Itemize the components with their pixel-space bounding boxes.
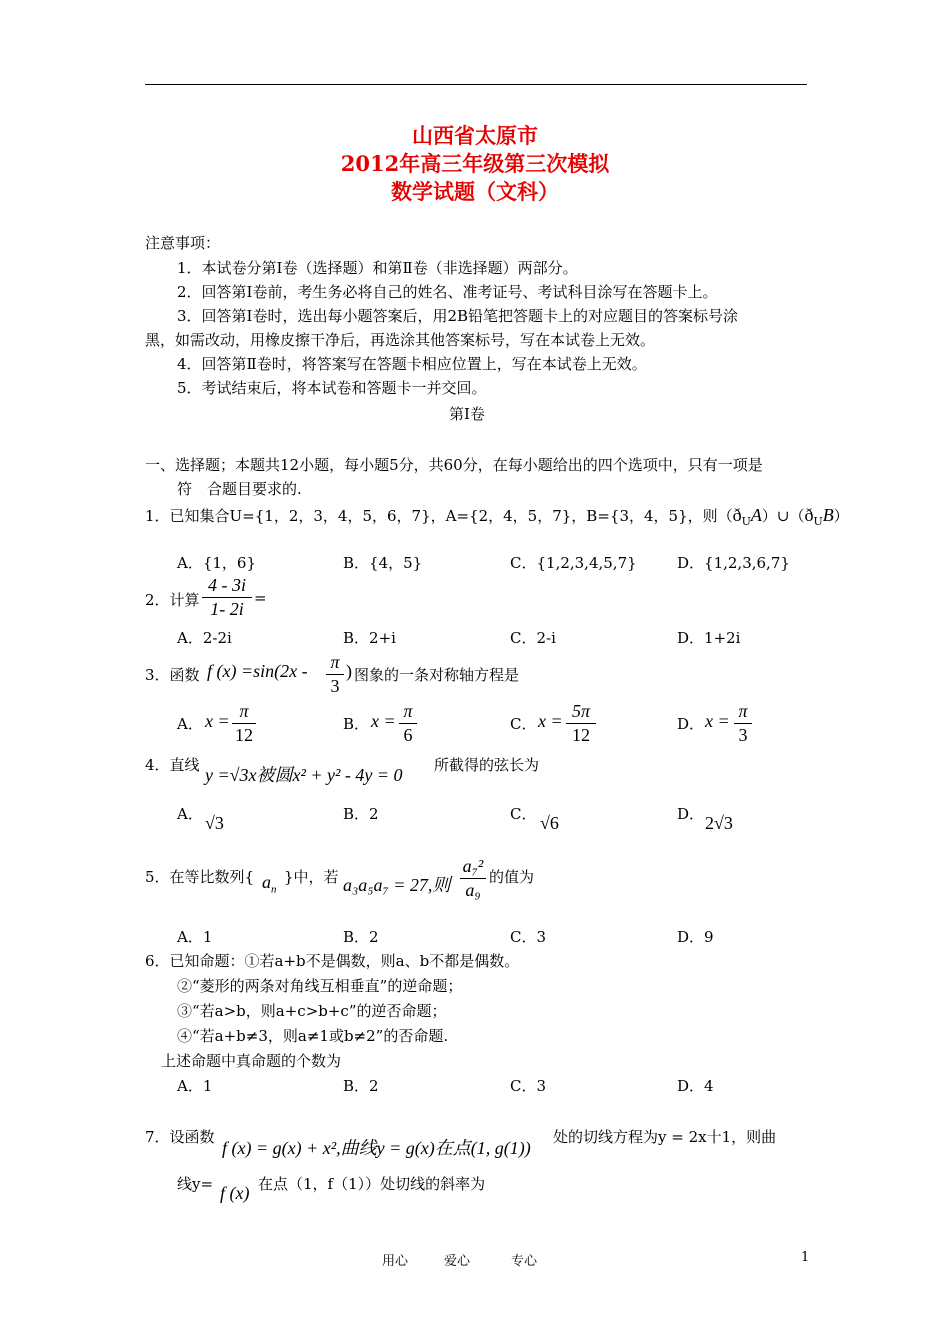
q3-option-d-den: 3 bbox=[738, 725, 748, 745]
q5-stem-text: 5．在等比数列{ bbox=[145, 868, 255, 886]
q7-fx: f (x) bbox=[220, 1183, 250, 1203]
q3-numerator: π bbox=[330, 652, 340, 672]
q5-seq-sub: n bbox=[271, 883, 277, 896]
q3-option-c-fraction bbox=[566, 701, 596, 746]
q4-stem: 4．直线 bbox=[145, 756, 200, 774]
volume-label: 第Ⅰ卷 bbox=[449, 405, 485, 423]
q1-var-b: B bbox=[822, 505, 834, 525]
q3-option-d-x: x = bbox=[705, 711, 730, 731]
q1-complement-b: ð bbox=[804, 505, 814, 525]
q2-option-a: A．2-2i bbox=[177, 629, 232, 647]
q2-fraction bbox=[202, 575, 252, 620]
q1-option-a: A．{1，6} bbox=[177, 554, 257, 572]
q6-option-b: B．2 bbox=[343, 1077, 379, 1095]
notice-item-4: 4．回答第Ⅱ卷时，将答案写在答题卡相应位置上，写在本试卷上无效。 bbox=[177, 355, 647, 373]
q2-equals: = bbox=[254, 589, 267, 607]
q3-option-a-label: A． bbox=[177, 715, 203, 733]
q7-tail: 处的切线方程为y = 2x十1，则曲 bbox=[553, 1128, 777, 1146]
title-line-1: 山西省太原市 bbox=[412, 123, 538, 148]
q4-option-d-value: 2√3 bbox=[705, 813, 733, 833]
q5-condition: a₃a₅a₇ = 27,则 bbox=[343, 875, 451, 895]
q3-fraction bbox=[326, 652, 344, 697]
notice-item-3a: 3．回答第Ⅰ卷时，选出每小题答案后，用2B铅笔把答题卡上的对应题目的答案标号涂 bbox=[177, 307, 739, 325]
q5-tail: 的值为 bbox=[489, 868, 535, 886]
q3-option-b-den: 6 bbox=[403, 725, 413, 745]
q2-numerator: 4 - 3i bbox=[208, 575, 246, 595]
q2-stem: 2．计算 bbox=[145, 591, 200, 609]
q3-option-a-num: π bbox=[239, 701, 249, 721]
title-line-2: 2012年高三年级第三次模拟 bbox=[340, 151, 610, 176]
q3-option-d-label: D． bbox=[677, 715, 705, 733]
q3-option-a-x: x = bbox=[205, 711, 230, 731]
section-line-1: 一、选择题；本题共12小题，每小题5分，共60分，在每小题给出的四个选项中，只有一项是 bbox=[145, 456, 763, 474]
title-line-3: 数学试题（文科） bbox=[391, 179, 559, 204]
q6-option-a: A．1 bbox=[177, 1077, 213, 1095]
q6-proposition-3: ③“若a>b，则a+c>b+c”的逆否命题； bbox=[177, 1002, 447, 1020]
q5-fraction bbox=[460, 856, 486, 901]
q3-option-b-label: B． bbox=[343, 715, 370, 733]
q5-denominator: a₉ bbox=[465, 880, 481, 900]
q5-numerator: a₇² bbox=[462, 856, 484, 876]
q7-line2-end: 在点（1，f（1））处切线的斜率为 bbox=[258, 1175, 486, 1193]
footer-motto-2: 爱心 bbox=[444, 1254, 471, 1269]
q4-option-a-value: √3 bbox=[205, 813, 224, 833]
q3-option-a-fraction bbox=[232, 701, 256, 746]
page-number: 1 bbox=[801, 1250, 810, 1265]
q1-option-d: D．{1,2,3,6,7} bbox=[677, 554, 790, 572]
q1-stem-text: 1．已知集合U={1，2，3，4，5，6，7}，A={2，4，5，7}，B={3，4，5}，则（ bbox=[145, 507, 733, 525]
q2-option-b: B．2+i bbox=[343, 629, 396, 647]
q1-var-a: A bbox=[750, 505, 762, 525]
q1-option-b: B．{4，5} bbox=[343, 554, 423, 572]
q3-option-c-x: x = bbox=[538, 711, 563, 731]
q3-option-b-num: π bbox=[403, 701, 413, 721]
q1-complement-a: ð bbox=[732, 505, 742, 525]
q6-ask: 上述命题中真命题的个数为 bbox=[161, 1052, 342, 1070]
q1-stem bbox=[145, 505, 849, 528]
q5-seq-var: a bbox=[262, 872, 271, 892]
q3-tail: 图象的一条对称轴方程是 bbox=[354, 666, 520, 684]
q2-option-c: C．2-i bbox=[510, 629, 556, 647]
q1-union: ）∪（ bbox=[761, 507, 805, 525]
q3-option-d-num: π bbox=[738, 701, 748, 721]
q1-option-c: C．{1,2,3,4,5,7} bbox=[510, 554, 637, 572]
q1-sub-u2: U bbox=[813, 515, 823, 528]
q4-tail: 所截得的弦长为 bbox=[434, 756, 540, 774]
q3-option-a-den: 12 bbox=[235, 725, 253, 745]
q5-mid: }中，若 bbox=[284, 868, 339, 886]
footer-motto-3: 专心 bbox=[511, 1254, 538, 1269]
q4-option-b: B．2 bbox=[343, 805, 379, 823]
q4-option-d-label: D． bbox=[677, 805, 705, 823]
notice-item-3b: 黑，如需改动，用橡皮擦干净后，再选涂其他答案标号，写在本试卷上无效。 bbox=[145, 331, 656, 349]
q3-stem: 3．函数 bbox=[145, 666, 200, 684]
q2-option-d: D．1+2i bbox=[677, 629, 741, 647]
q7-expression: f (x) = g(x) + x²,曲线y = g(x)在点(1, g(1)) bbox=[222, 1138, 531, 1158]
q1-sub-u1: U bbox=[741, 515, 751, 528]
q5-option-d: D．9 bbox=[677, 928, 714, 946]
q3-option-c-num: 5π bbox=[571, 701, 591, 721]
q5-stem bbox=[145, 866, 254, 887]
q3-close: ) bbox=[346, 661, 352, 681]
q6-option-c: C．3 bbox=[510, 1077, 547, 1095]
q5-option-b: B．2 bbox=[343, 928, 379, 946]
q7-stem: 7．设函数 bbox=[145, 1128, 215, 1146]
footer-motto-1: 用心 bbox=[382, 1254, 409, 1269]
q7-line2-start: 线y= bbox=[177, 1175, 214, 1193]
q3-option-c-label: C． bbox=[510, 715, 537, 733]
q4-option-a-label: A． bbox=[177, 805, 203, 823]
notice-heading: 注意事项： bbox=[145, 234, 221, 252]
q5-option-c: C．3 bbox=[510, 928, 547, 946]
notice-item-5: 5．考试结束后，将本试卷和答题卡一并交回。 bbox=[177, 379, 487, 397]
notice-item-1: 1．本试卷分第Ⅰ卷（选择题）和第Ⅱ卷（非选择题）两部分。 bbox=[177, 259, 578, 277]
q1-close: ） bbox=[833, 507, 849, 525]
section-line-2: 符 合题目要求的. bbox=[177, 480, 302, 498]
q4-option-c-value: √6 bbox=[540, 813, 559, 833]
q6-proposition-2: ②“菱形的两条对角线互相垂直”的逆命题； bbox=[177, 977, 463, 995]
q4-expression: y =√3x被圆x² + y² - 4y = 0 bbox=[205, 765, 403, 785]
q3-option-b-x: x = bbox=[371, 711, 396, 731]
q6-stem: 6．已知命题：①若a+b不是偶数，则a、b不都是偶数。 bbox=[145, 952, 520, 970]
header-rule bbox=[145, 84, 807, 85]
q2-denominator: 1- 2i bbox=[210, 599, 244, 619]
notice-item-2: 2．回答第Ⅰ卷前，考生务必将自己的姓名、准考证号、考试科目涂写在答题卡上。 bbox=[177, 283, 718, 301]
q6-option-d: D．4 bbox=[677, 1077, 714, 1095]
q3-option-d-fraction bbox=[734, 701, 752, 746]
q4-option-c-label: C． bbox=[510, 805, 537, 823]
q3-denominator: 3 bbox=[330, 676, 340, 696]
q3-option-c-den: 12 bbox=[572, 725, 590, 745]
q5-option-a: A．1 bbox=[177, 928, 213, 946]
q3-option-b-fraction bbox=[399, 701, 417, 746]
q3-expression: f (x) =sin(2x - bbox=[207, 661, 308, 681]
q6-proposition-4: ④“若a+b≠3，则a≠1或b≠2”的否命题. bbox=[177, 1027, 449, 1045]
q5-sequence bbox=[262, 872, 277, 896]
